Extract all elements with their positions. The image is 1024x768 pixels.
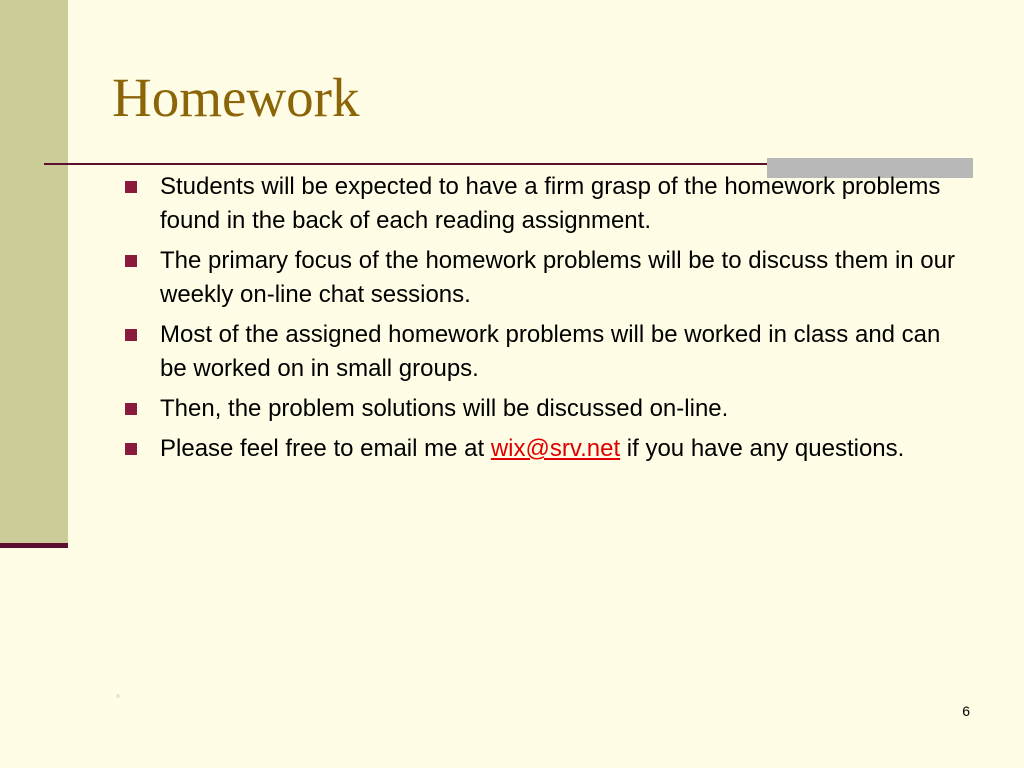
slide-title: Homework [112, 67, 360, 128]
left-band-bottom-rule [0, 543, 68, 548]
page-number: 6 [962, 703, 970, 719]
bullet-item-contact [124, 432, 969, 466]
bullet-item-focus [124, 244, 969, 312]
left-side-band [0, 0, 68, 546]
bullet-text: Most of the assigned homework problems will be worked in class and can be worked on in small groups. [160, 321, 941, 382]
bullet-text: The primary focus of the homework problems will be to discuss them in our weekly on-line chat sessions. [160, 247, 955, 308]
bullet-text: Then, the problem solutions will be discussed on-line. [160, 395, 729, 422]
bullet-text: Students will be expected to have a firm grasp of the homework problems found in the back of each reading assignment. [160, 173, 941, 234]
square-bullet-icon [125, 403, 137, 415]
bullet-text-before-link: Please feel free to email me at [160, 435, 491, 462]
bullet-item-class-work [124, 318, 969, 386]
bullet-item-expectations [124, 170, 969, 238]
square-bullet-icon [125, 181, 137, 193]
square-bullet-icon [125, 255, 137, 267]
bullet-text-after-link: if you have any questions. [620, 435, 905, 462]
footnote-mark: ° [116, 694, 120, 705]
bullet-item-online-discussion [124, 392, 969, 426]
square-bullet-icon [125, 329, 137, 341]
square-bullet-icon [125, 443, 137, 455]
email-link[interactable]: wix@srv.net [490, 435, 621, 462]
bullet-list [124, 170, 969, 472]
